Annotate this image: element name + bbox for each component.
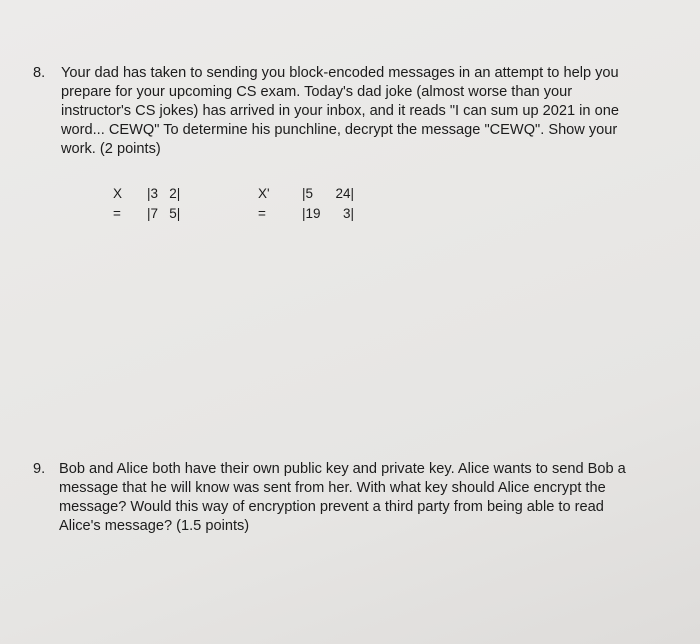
matrix-x-label: X = [113, 186, 123, 221]
matrix-x-row-1: |3 2| [147, 186, 181, 201]
matrix-x-prime-label: X' = [258, 186, 270, 221]
matrix-x-row-2: |7 5| [147, 206, 181, 221]
question-8-text: Your dad has taken to sending you block-encoded messages in an attempt to help you prepare for your upcoming CS exam. Today's dad joke (almost worse than your instructor's CS jokes) has arrived in your inbox, and it reads "I can sum up 2021 in one word... CEWQ" To determine his punchline, decrypt the message "CEWQ". Show your work. (2 points) [61, 65, 619, 157]
question-8-number: 8. [33, 65, 46, 81]
question-9-text: Bob and Alice both have their own public key and private key. Alice wants to send Bob a message that he will know was sent from her. With what key should Alice encrypt the message? Would this way of encryption prevent a third party from being able to read Alice's message? (1.5 points) [59, 461, 626, 534]
matrix-x-prime-row-2: |19 3| [302, 206, 355, 221]
question-9-number: 9. [33, 461, 46, 477]
matrix-x-prime-row-1: |5 24| [302, 186, 355, 201]
